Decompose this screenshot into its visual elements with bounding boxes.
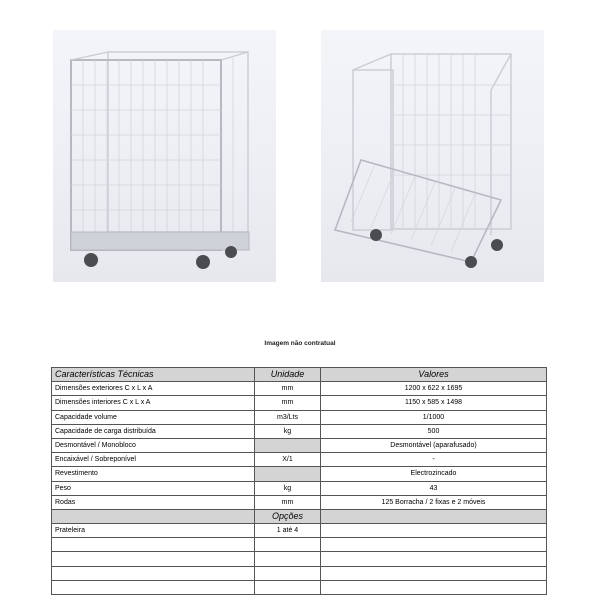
option-value xyxy=(321,552,547,566)
row-label: Desmontável / Monobloco xyxy=(52,438,255,452)
row-label: Rodas xyxy=(52,495,255,509)
row-label: Peso xyxy=(52,481,255,495)
table-row xyxy=(52,453,547,467)
option-row xyxy=(52,566,547,580)
header-values: Valores xyxy=(321,368,547,382)
table-row xyxy=(52,424,547,438)
row-unit: mm xyxy=(255,396,321,410)
option-value xyxy=(321,524,547,538)
option-unit xyxy=(255,566,321,580)
row-label: Dimensões exteriores C x L x A xyxy=(52,382,255,396)
option-unit xyxy=(255,538,321,552)
row-unit: kg xyxy=(255,481,321,495)
table-row xyxy=(52,438,547,452)
row-unit: mm xyxy=(255,495,321,509)
roll-container-open-illustration xyxy=(321,30,544,282)
option-label xyxy=(52,566,255,580)
header-unit: Unidade xyxy=(255,368,321,382)
table-row xyxy=(52,396,547,410)
row-value: 43 xyxy=(321,481,547,495)
row-value: 1/1000 xyxy=(321,410,547,424)
table-row xyxy=(52,382,547,396)
roll-container-upright-illustration xyxy=(53,30,276,282)
table-row xyxy=(52,410,547,424)
option-unit: 1 até 4 xyxy=(255,524,321,538)
option-row xyxy=(52,538,547,552)
row-value: Desmontável (aparafusado) xyxy=(321,438,547,452)
row-value: 1150 x 585 x 1498 xyxy=(321,396,547,410)
row-label: Capacidade volume xyxy=(52,410,255,424)
option-label xyxy=(52,552,255,566)
table-header-row xyxy=(52,368,547,382)
product-photo-gate-down xyxy=(321,30,544,282)
specifications-table xyxy=(51,367,547,595)
row-label: Capacidade de carga distribuída xyxy=(52,424,255,438)
table-row xyxy=(52,495,547,509)
option-value xyxy=(321,566,547,580)
row-value: - xyxy=(321,453,547,467)
row-value: Electrozincado xyxy=(321,467,547,481)
row-label: Encaixável / Sobreponível xyxy=(52,453,255,467)
row-unit: mm xyxy=(255,382,321,396)
options-title-spacer-left xyxy=(52,509,255,523)
row-label: Revestimento xyxy=(52,467,255,481)
row-unit xyxy=(255,467,321,481)
option-unit xyxy=(255,552,321,566)
row-unit: kg xyxy=(255,424,321,438)
row-unit: X/1 xyxy=(255,453,321,467)
table-row xyxy=(52,467,547,481)
table-row xyxy=(52,481,547,495)
row-unit xyxy=(255,438,321,452)
options-title-spacer-right xyxy=(321,509,547,523)
row-value: 1200 x 622 x 1695 xyxy=(321,382,547,396)
option-label xyxy=(52,580,255,594)
options-title-row xyxy=(52,509,547,523)
option-unit xyxy=(255,580,321,594)
option-row xyxy=(52,524,547,538)
row-value: 125 Borracha / 2 fixas e 2 móveis xyxy=(321,495,547,509)
option-value xyxy=(321,580,547,594)
row-unit: m3/Lts xyxy=(255,410,321,424)
option-row xyxy=(52,552,547,566)
product-photo-upright xyxy=(53,30,276,282)
option-row xyxy=(52,580,547,594)
options-title: Opções xyxy=(255,509,321,523)
row-value: 500 xyxy=(321,424,547,438)
option-label: Prateleira xyxy=(52,524,255,538)
header-characteristics: Características Técnicas xyxy=(52,368,255,382)
row-label: Dimensões interiores C x L x A xyxy=(52,396,255,410)
option-value xyxy=(321,538,547,552)
option-label xyxy=(52,538,255,552)
image-disclaimer: Imagem não contratual xyxy=(264,340,336,347)
